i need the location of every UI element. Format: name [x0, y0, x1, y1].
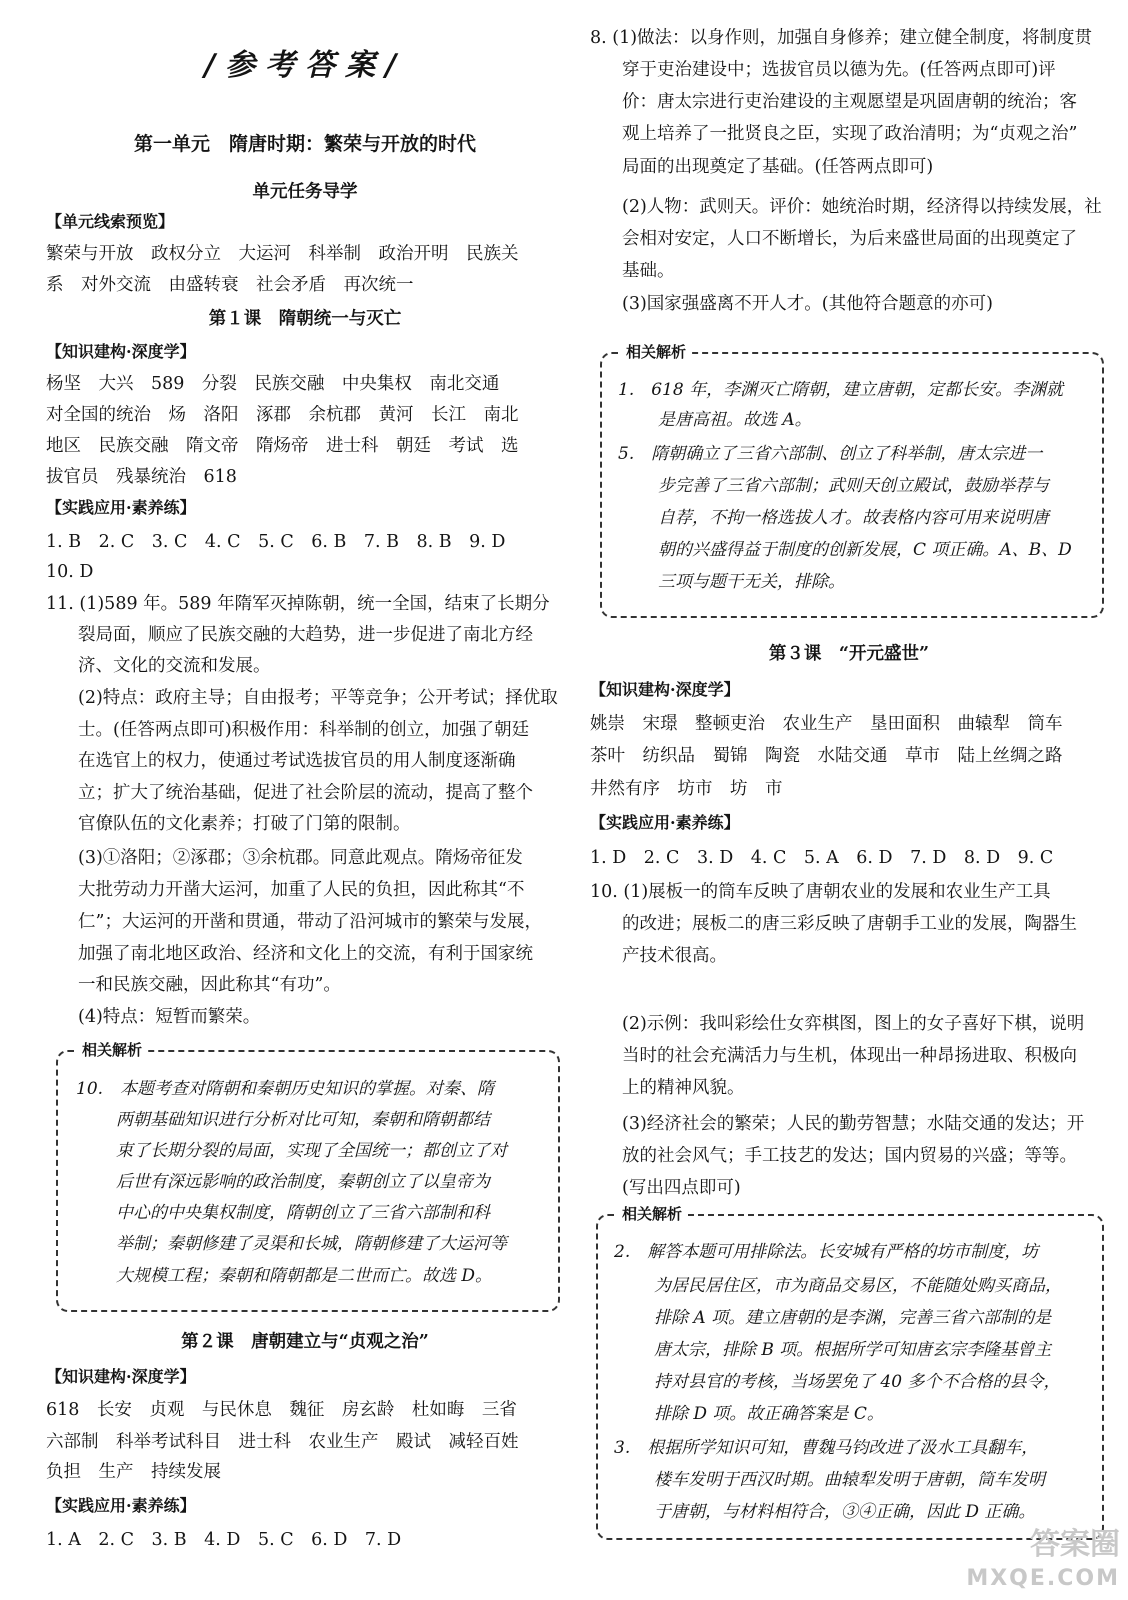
analysis-line: 中心的中央集权制度，隋朝创立了三省六部制和科	[116, 1203, 490, 1223]
analysis-line: 2. 解答本题可用排除法。长安城有严格的坊市制度，坊	[614, 1242, 1039, 1262]
lesson-title: 第３课 “开元盛世”	[768, 644, 930, 664]
analysis-line: 后世有深远影响的政治制度，秦朝创立了以皇帝为	[116, 1172, 490, 1192]
answer-line: 1. B 2. C 3. C 4. C 5. C 6. B 7. B 8. B 9. D	[46, 532, 506, 552]
text-line: (2)示例：我叫彩绘仕女弈棋图，图上的女子喜好下棋，说明	[622, 1014, 1085, 1034]
analysis-line: 3. 根据所学知识可知，曹魏马钧改进了汲水工具翻车，	[614, 1438, 1039, 1458]
text-line: 大批劳动力开凿大运河，加重了人民的负担，因此称其“不	[78, 880, 525, 900]
text-line: 加强了南北地区政治、经济和文化上的交流，有利于国家统	[78, 944, 533, 964]
text-line: 观上培养了一批贤良之臣，实现了政治清明；为“贞观之治”	[622, 124, 1078, 144]
text-line: (2)特点：政府主导；自由报考；平等竞争；公开考试；择优取	[78, 688, 558, 708]
text-line: 的改进；展板二的唐三彩反映了唐朝手工业的发展，陶器生	[622, 914, 1077, 934]
analysis-line: 两朝基础知识进行分析对比可知，秦朝和隋朝都结	[116, 1110, 490, 1130]
text-line: 11. (1)589 年。589 年隋军灭掉陈朝，统一全国，结束了长期分	[46, 594, 550, 614]
answer-line: 1. D 2. C 3. D 4. C 5. A 6. D 7. D 8. D 9. C	[590, 848, 1054, 868]
text-line: 仁”；大运河的开凿和贯通，带动了沿河城市的繁荣与发展，	[78, 912, 542, 932]
text-line: 放的社会风气；手工技艺的发达；国内贸易的兴盛；等等。	[622, 1146, 1077, 1166]
text-line: 8. (1)做法：以身作则，加强自身修养；建立健全制度，将制度贯	[590, 28, 1093, 48]
analysis-label: 相关解析	[620, 341, 692, 363]
analysis-line: 步完善了三省六部制；武则天创立殿试，鼓励举荐与	[658, 476, 1049, 496]
text-line: (2)人物：武则天。评价：她统治时期，经济得以持续发展，社	[622, 197, 1102, 217]
analysis-line: 排除 A 项。建立唐朝的是李渊，完善三省六部制的是	[654, 1308, 1052, 1328]
text-line: 杨坚 大兴 589 分裂 民族交融 中央集权 南北交通	[46, 374, 500, 394]
text-line: 系 对外交流 由盛转衰 社会矛盾 再次统一	[46, 275, 414, 295]
analysis-line: 排除 D 项。故正确答案是 C。	[654, 1404, 884, 1424]
analysis-line: 朝的兴盛得益于制度的创新发展，C 项正确。A、B、D	[658, 540, 1072, 560]
text-line: 裂局面，顺应了民族交融的大趋势，进一步促进了南北方经	[78, 625, 533, 645]
task-title: 单元任务导学	[252, 182, 358, 202]
page-title: /参考答案/	[204, 48, 406, 83]
answer-line: 1. A 2. C 3. B 4. D 5. C 6. D 7. D	[46, 1530, 402, 1550]
text-line: 上的精神风貌。	[622, 1078, 745, 1098]
analysis-line: 10. 本题考查对隋朝和秦朝历史知识的掌握。对秦、隋	[76, 1079, 495, 1099]
unit-title: 第一单元 隋唐时期：繁荣与开放的时代	[133, 133, 476, 155]
text-line: 立；扩大了统治基础，促进了社会阶层的流动，提高了整个	[78, 783, 533, 803]
text-line: (写出四点即可)	[622, 1178, 741, 1198]
lesson-title: 第１课 隋朝统一与灭亡	[208, 309, 402, 329]
text-line: 基础。	[622, 261, 675, 281]
analysis-line: 大规模工程；秦朝和隋朝都是二世而亡。故选 D。	[116, 1266, 493, 1286]
watermark-url: MXQE.COM	[966, 1566, 1120, 1591]
text-line: 618 长安 贞观 与民休息 魏征 房玄龄 杜如晦 三省	[46, 1400, 517, 1420]
text-line: 士。(任答两点即可)积极作用：科举制的创立，加强了朝廷	[78, 720, 530, 740]
section-tag: 【实践应用·素养练】	[46, 1496, 196, 1515]
section-tag: 【实践应用·素养练】	[46, 498, 196, 517]
text-line: 10. (1)展板一的筒车反映了唐朝农业的发展和农业生产工具	[590, 882, 1051, 902]
text-line: 一和民族交融，因此称其“有功”。	[78, 975, 341, 995]
text-line: 官僚队伍的文化素养；打破了门第的限制。	[78, 814, 411, 834]
text-line: 姚崇 宋璟 整顿吏治 农业生产 垦田面积 曲辕犁 筒车	[590, 714, 1063, 734]
answer-line: 10. D	[46, 562, 94, 582]
lesson-title: 第２课 唐朝建立与“贞观之治”	[181, 1332, 429, 1352]
text-line: 地区 民族交融 隋文帝 隋炀帝 进士科 朝廷 考试 选	[46, 436, 519, 456]
text-line: 产技术很高。	[622, 946, 727, 966]
text-line: (3)①洛阳；②涿郡；③余杭郡。同意此观点。隋炀帝征发	[78, 848, 523, 868]
section-tag: 【知识建构·深度学】	[46, 342, 196, 361]
analysis-line: 举制；秦朝修建了灵渠和长城，隋朝修建了大运河等	[116, 1234, 507, 1254]
text-line: 济、文化的交流和发展。	[78, 656, 271, 676]
text-line: 拔官员 残暴统治 618	[46, 467, 237, 487]
text-line: (4)特点：短暂而繁荣。	[78, 1007, 261, 1027]
text-line: (3)国家强盛离不开人才。(其他符合题意的亦可)	[622, 294, 993, 314]
analysis-line: 是唐高祖。故选 A。	[658, 410, 812, 430]
analysis-line: 为居民居住区，市为商品交易区，不能随处购买商品，	[654, 1276, 1062, 1296]
watermark-text: 答案圈	[1030, 1527, 1120, 1562]
analysis-line: 束了长期分裂的局面，实现了全国统一；都创立了对	[116, 1141, 507, 1161]
analysis-line: 1. 618 年，李渊灭亡隋朝，建立唐朝，定都长安。李渊就	[618, 380, 1064, 400]
analysis-line: 自荐，不拘一格选拔人才。故表格内容可用来说明唐	[658, 508, 1049, 528]
section-tag: 【知识建构·深度学】	[590, 680, 740, 699]
analysis-line: 三项与题干无关，排除。	[658, 572, 845, 592]
analysis-line: 持对县官的考核，当场罢免了 40 多个不合格的县令，	[654, 1372, 1061, 1392]
watermark	[966, 1528, 1120, 1596]
text-line: 繁荣与开放 政权分立 大运河 科举制 政治开明 民族关	[46, 244, 519, 264]
text-line: 价：唐太宗进行吏治建设的主观愿望是巩固唐朝的统治；客	[622, 92, 1077, 112]
text-line: 会相对安定，人口不断增长，为后来盛世局面的出现奠定了	[622, 229, 1077, 249]
analysis-label: 相关解析	[76, 1039, 148, 1061]
text-line: 在选官上的权力，使通过考试选拔官员的用人制度逐渐确	[78, 751, 516, 771]
section-tag: 【实践应用·素养练】	[590, 813, 740, 832]
section-tag: 【知识建构·深度学】	[46, 1367, 196, 1386]
text-line: 六部制 科举考试科目 进士科 农业生产 殿试 减轻百姓	[46, 1432, 519, 1452]
analysis-label: 相关解析	[616, 1203, 688, 1225]
text-line: 局面的出现奠定了基础。(任答两点即可)	[622, 157, 934, 177]
analysis-line: 于唐朝，与材料相符合，③④正确，因此 D 正确。	[654, 1502, 1036, 1522]
text-line: 穿于吏治建设中；选拔官员以德为先。(任答两点即可)评	[622, 60, 1056, 80]
analysis-line: 5. 隋朝确立了三省六部制、创立了科举制，唐太宗进一	[618, 444, 1043, 464]
text-line: 茶叶 纺织品 蜀锦 陶瓷 水陆交通 草市 陆上丝绸之路	[590, 746, 1063, 766]
text-line: 井然有序 坊市 坊 市	[590, 779, 783, 799]
analysis-line: 楼车发明于西汉时期。曲辕犁发明于唐朝，筒车发明	[654, 1470, 1045, 1490]
section-tag: 【单元线索预览】	[46, 212, 175, 231]
analysis-line: 唐太宗，排除 B 项。根据所学可知唐玄宗李隆基曾主	[654, 1340, 1052, 1360]
text-line: 负担 生产 持续发展	[46, 1462, 221, 1482]
text-line: 当时的社会充满活力与生机，体现出一种昂扬进取、积极向	[622, 1046, 1077, 1066]
text-line: 对全国的统治 炀 洛阳 涿郡 余杭郡 黄河 长江 南北	[46, 405, 519, 425]
text-line: (3)经济社会的繁荣；人民的勤劳智慧；水陆交通的发达；开	[622, 1114, 1085, 1134]
